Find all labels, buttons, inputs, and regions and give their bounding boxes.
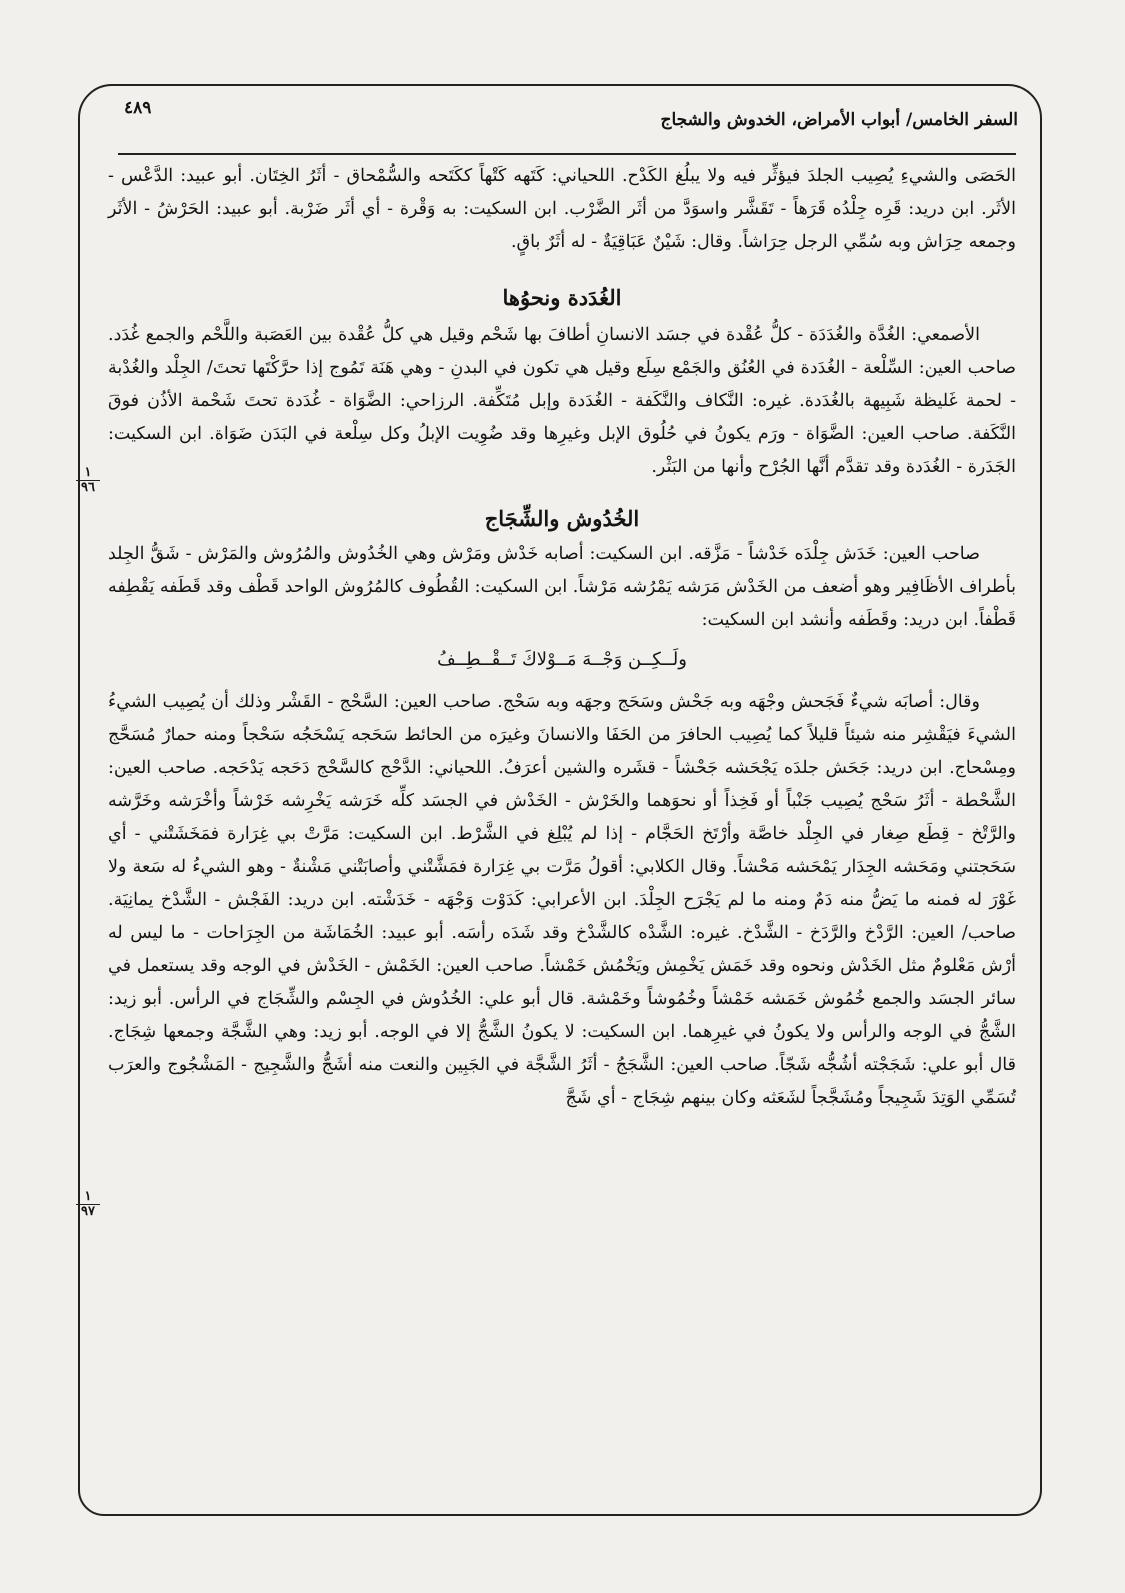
margin-folio-marker: ١ ٩٦: [76, 466, 100, 495]
header-divider: [118, 153, 1016, 155]
running-header: [118, 98, 1018, 148]
section-heading-ghudad: الغُدَدة ونحوُها: [502, 285, 622, 310]
running-title: السفر الخامس/ أبواب الأمراض، الخدوش والشجاج: [660, 110, 1018, 130]
intro-paragraph: الحَصَى والشيءِ يُصِيب الجلدَ فيؤثِّر فيه ولا يبلُغ الكَدْح. اللحياني: كَتَهه كَتْهاً ككَتَحه والسُّمْحاق - أثَرُ الخِتَان. أبو عبيد: الدَّعْس - الأثَر. ابن دريد: قَرِه جِلْدُه قَرَهاً - تَقَشَّر واسوَدَّ من أثَر الضَّرْب. ابن السكيت: به وَقْرة - أي أثَر ضَرْبة. أبو عبيد: الحَرْشُ - الأثَر وجمعه حِرَاش وبه سُمِّي الرجل حِرَاشاً. وقال: شَيْنٌ عَبَاقِيَةٌ - له أثَرٌ باقٍ.: [108, 166, 1016, 252]
ghudad-paragraph: الأصمعي: الغُدَّة والغُدَدَة - كلُّ عُقْدة في جسَد الانسانِ أطافَ بها شَحْم وقيل هي كلُّ عُقْدة بين العَصَبة واللَّحْم والجمع غُدَد. صاحب العين: السِّلْعة - الغُدَدة في العُنُق والجَمْع سِلَع وقيل هي تكون في البدنِ - وهي هَنَة تَمُوج إذا حرَّكْتَها تحتَ/ الجِلْد والغُدْبة - لحمة غَليظة شَبِيهة بالغُدَدة. غيره: النَّكاف والنَّكَفة - الغُدَدة وإبل مُتَكِّفة. الرزاحي: الضَّوَاة - غُدَدة تحتَ شَحْمة الأذُن فوقَ النَّكَفة. صاحب العين: الضَّوَاة - ورَم يكونُ في حُلُوق الإبل وغيرِها وقد ضُوِيت الإبلُ وكل سِلْعة في البَدَن ضَوَاة. ابن السكيت: الجَدَرة - الغُدَدة وقد تقدَّم أنَّها الجُرْح وأنها من البَثْر.: [108, 325, 1016, 477]
margin-folio-marker: ١ ٩٧: [76, 1190, 100, 1219]
khudush-paragraph-1: صاحب العين: خَدَش جِلْدَه خَدْشاً - مَزَّقه. ابن السكيت: أصابه خَدْش ومَرْش وهي الخُدُوش والمُرُوش والمَرْش - شَقُّ الجِلد بأطراف الأظَافِير وهو أضعف من الخَدْش مَرَشه يَمْرُشه مَرْشاً. ابن السكيت: القُطُوف كالمُرُوش الواحد قَطْف وقد قَطَفه يَقْطِفه قَطْفاً. ابن دريد: وقَطَفه وأنشد ابن السكيت:: [108, 544, 1016, 630]
khudush-paragraph-2: وقال: أصابَه شيءٌ فَجَحش وجْهَه وبه جَحْش وسَحَج وجهَه وبه سَحْج. صاحب العين: السَّحْج - القَشْر وذلك أن يُصِيب الشيءُ الشيءَ فيَقْشِر منه شيئاً قليلاً كما يُصِيب الحافرَ من الحَفَا والانسانَ وغيرَه من الحائط سَحَجه يَسْحَجُه سَحْجاً ومنه حمارٌ مُسَحَّج ومِسْحاج. ابن دريد: جَحَش جلدَه يَجْحَشه جَحْشاً - قشَره والشين أعرَفُ. اللحياني: الدَّحْج كالسَّحْج دَحَجه يَدْحَجه. صاحب العين: الشَّحْطة - أثَرُ سَحْج يُصِيب جَنْباً أو فَخِذاً أو نحوَهما والخَرْش - الخَدْش في الجسَد كلِّه خَرَشه يَخْرِشه خَرْشاً وأخْرَشه وخَرَّشه والرَّتْخ - قِطَع صِغار في الجِلْد خاصَّة وأرْتَخ الحَجَّام - إذا لم يُبْلِغ في الشَّرْط. ابن السكيت: مَرَّتْ بي غِرَارة فمَخَشَتْني - أي سَحَجتني ومَحَشه الجِدَار يَمْحَشه مَحْشاً. وقال الكلابي: أقولُ مَرَّت بي غِرَارة فمَشَّتْني وأصابَتْني مَشْنةٌ - وهو الشيءُ له سَعة ولا غَوْرَ له فمنه ما يَضُّ منه دَمٌ ومنه ما لم يَجْرَح الجِلْدَ. ابن الأعرابي: كَدَوْت وَجْهَه - خَدَشْته. ابن دريد: الفَجْش - الشَّدْخ يمانِيَة. صاحب/ العين: الرَّدْخ والرَّدَخ - الشَّدْخ. غيره: الشَّدْه كالشَّدْخ وقد شَدَه رأسَه. أبو عبيد: الخُمَاشَة من الجِرَاحات - ما ليس له أرْش مَعْلومٌ مثل الخَدْش ونحوه وقد خَمَش يَخْمِش ويَخْمُش خَمْشاً. صاحب العين: الخَمْش - الخَدْش في الوجه وقد يستعمل في سائر الجسَد والجمع خُمُوش خَمَشه خَمْشاً وخُمُوشاً وخَمْشة. قال أبو علي: الخُدُوش في الجِسْم والشِّجَاج في الرأس. أبو زيد: الشَّجُّ في الوجه والرأس ولا يكونُ في غيرِهما. ابن السكيت: لا يكونُ الشَّجُّ إلا في الوجه. أبو زيد: وهي الشَّجَّة وجمعها شِجَاج. قال أبو علي: شَجَجْته أشُجُّه شَجّاً. صاحب العين: الشَّجَجُ - أثَرُ الشَّجَّة في الجَبِين والنعت منه أشَجُّ والشَّجِيج - المَشْجُوج والعرَب تُسَمِّي الوَتِدَ شَجِيجاً ومُشَجَّجاً لشَعَثه وكان بينهم شِجَاج - أي شَجَّ: [108, 692, 1016, 1108]
page-number: ٤٨٩: [124, 98, 152, 118]
section-heading-khudush: الخُدُوش والشِّجَاج: [484, 506, 640, 531]
page-body: [108, 160, 1016, 1115]
poetry-verse: ولَــكِــن وَجْــهَ مَــوْلاكَ تَــقْــطِــفُ: [437, 649, 687, 670]
